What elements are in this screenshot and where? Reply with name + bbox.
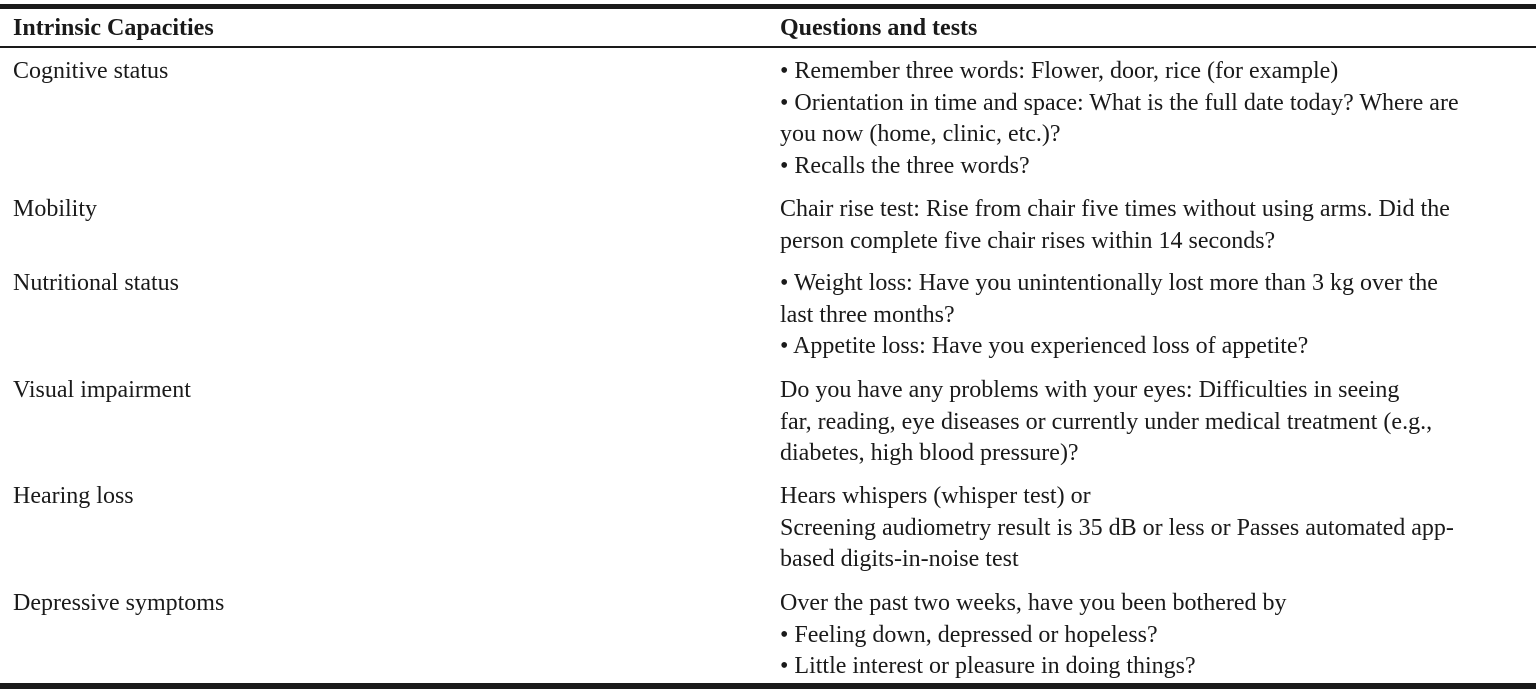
question-line: • Feeling down, depressed or hopeless? bbox=[780, 621, 1158, 648]
questions-cell bbox=[780, 588, 1530, 683]
table-bottom-rule bbox=[0, 683, 1536, 689]
questions-cell bbox=[780, 481, 1530, 576]
questions-cell bbox=[780, 268, 1530, 363]
question-line: • Remember three words: Flower, door, rice (for example) bbox=[780, 58, 1339, 84]
header-intrinsic-capacities: Intrinsic Capacities bbox=[13, 15, 214, 41]
question-line: person complete five chair rises within 14 seconds? bbox=[780, 227, 1276, 254]
table-top-rule bbox=[0, 4, 1536, 9]
questions-cell bbox=[780, 56, 1530, 182]
question-line: • Appetite loss: Have you experienced loss of appetite? bbox=[780, 333, 1309, 359]
questions-cell bbox=[780, 194, 1530, 257]
question-line: • Orientation in time and space: What is the full date today? Where are bbox=[780, 89, 1459, 116]
question-line: Screening audiometry result is 35 dB or less or Passes automated app- bbox=[780, 514, 1454, 541]
question-line: based digits-in-noise test bbox=[780, 546, 1019, 572]
question-line: Do you have any problems with your eyes: Difficulties in seeing bbox=[780, 377, 1400, 403]
capacity-label: Mobility bbox=[13, 196, 98, 222]
question-line: far, reading, eye diseases or currently under medical treatment (e.g., bbox=[780, 408, 1433, 435]
question-line: last three months? bbox=[780, 301, 955, 328]
question-line: Chair rise test: Rise from chair five times without using arms. Did the bbox=[780, 196, 1450, 222]
question-line: you now (home, clinic, etc.)? bbox=[780, 121, 1061, 147]
capacity-label: Depressive symptoms bbox=[13, 590, 225, 616]
question-line: • Recalls the three words? bbox=[780, 152, 1030, 179]
capacity-label: Visual impairment bbox=[13, 377, 191, 403]
question-line: • Little interest or pleasure in doing things? bbox=[780, 653, 1196, 679]
question-line: diabetes, high blood pressure)? bbox=[780, 440, 1079, 466]
question-line: • Weight loss: Have you unintentionally lost more than 3 kg over the bbox=[780, 270, 1438, 296]
questions-cell bbox=[780, 375, 1530, 470]
capacity-label: Hearing loss bbox=[13, 483, 134, 509]
capacity-label: Cognitive status bbox=[13, 58, 169, 84]
header-questions-and-tests: Questions and tests bbox=[780, 15, 978, 41]
question-line: Hears whispers (whisper test) or bbox=[780, 483, 1091, 509]
question-line: Over the past two weeks, have you been bothered by bbox=[780, 590, 1287, 616]
capacity-label: Nutritional status bbox=[13, 270, 179, 296]
header-rule bbox=[0, 46, 1536, 48]
